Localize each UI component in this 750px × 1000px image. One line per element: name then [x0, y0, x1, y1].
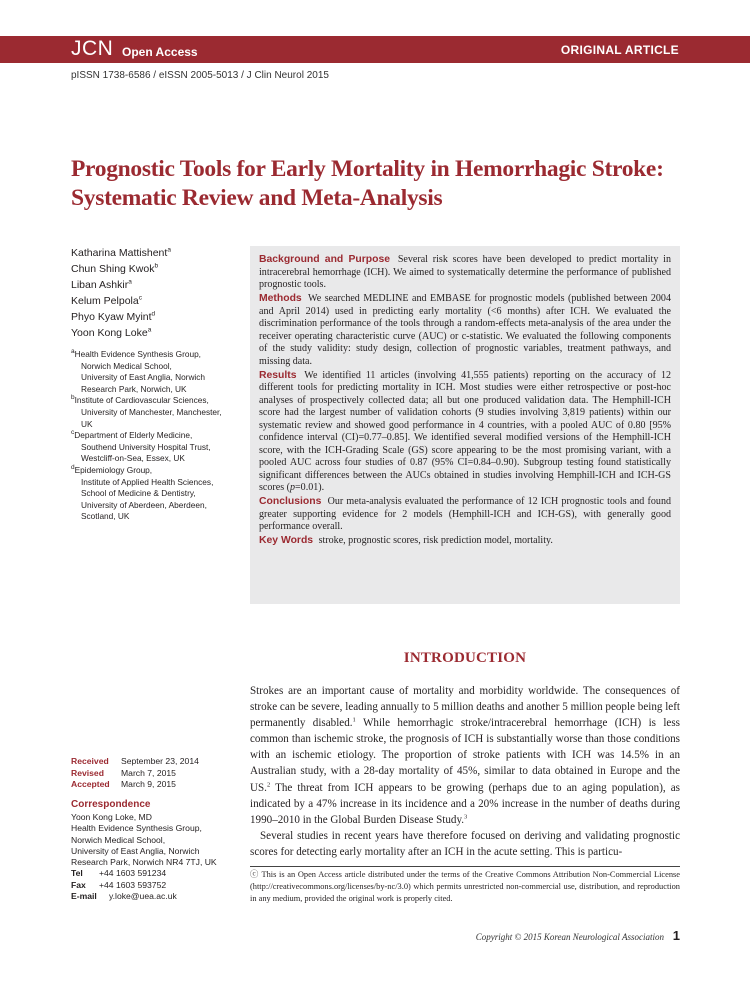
- history-label: Received: [71, 756, 109, 766]
- abstract-text-italic: p: [289, 482, 295, 493]
- license-notice: ⓒ This is an Open Access article distributed under the terms of the Creative Commons Attribution Non-Commercial License (http://creativecommons.org/licenses/by-nc/3.0) which permits unrestricted non-commercial use, distribution, and reproduction in any medium, provided the original work is properly cited.: [250, 870, 680, 903]
- correspondence-line: Norwich Medical School,: [71, 834, 166, 845]
- history-date: September 23, 2014: [121, 756, 199, 766]
- correspondence-line: Research Park, Norwich NR4 7TJ, UK: [71, 857, 217, 868]
- affiliation-mark: a: [71, 348, 75, 356]
- author: [71, 325, 241, 341]
- affiliation-line: Westcliff-on-Sea, Essex, UK: [81, 453, 185, 464]
- author-name: Phyo Kyaw Myint: [71, 311, 152, 323]
- author-affiliation-mark: a: [128, 278, 132, 286]
- author-name: Katharina Mattishent: [71, 247, 168, 259]
- contact-value: +44 1603 593752: [99, 879, 167, 890]
- affiliation-line: Epidemiology Group,: [74, 464, 153, 475]
- citation-mark: 1: [352, 716, 356, 724]
- correspondence-line: University of East Anglia, Norwich: [71, 845, 200, 856]
- contact-row: [71, 868, 246, 879]
- section-heading-introduction: INTRODUCTION: [403, 650, 527, 666]
- author: [71, 277, 241, 293]
- abstract-text: Several risk scores have been developed to predict mortality in intracerebral hemorrhage (ICH). We aimed to systematically determine the performance of published prognostic tools.: [259, 254, 671, 290]
- page-number: 1: [672, 928, 680, 943]
- affiliation-mark: b: [71, 394, 75, 402]
- abstract-text: We identified 11 articles (involving 41,555 patients) reporting on the accuracy of 12 different tools for predicting mortality in ICH. Most studies were either retrospective or post-hoc analyses of prospectively collected data; all but one produced validation data. The Hemphill-ICH score had the largest number of validation cohorts (9 studies involving 3,819 patients) within our systematic review and showed good performance in 4 countries, with a pooled AUC of 0.80 [95% confidence interval (CI)=0.77–0.85]. We identified several modified versions of the Hemphill-ICH score, with the ICH-Grading Scale (GS) score appearing to be the most promising variant, with a pooled AUC across four studies of 0.87 (95% CI=0.84–0.90). Subgroup testing found statistically significant differences between the AUCs obtained in studies involving Hemphill-ICH and ICH-GS scores (: [259, 369, 671, 493]
- contact-value: +44 1603 591234: [99, 868, 167, 879]
- affiliation-mark: d: [71, 464, 75, 472]
- abstract-heading: Conclusions: [259, 496, 322, 507]
- citation-mark: 3: [464, 813, 468, 821]
- affiliation-list: [71, 349, 251, 523]
- paragraph-text: The threat from ICH appears to be growing (perhaps due to an aging population), as indicated by a 47% increase in its incidence and a 20% increase in the number of deaths during 1990–2010 in the Global Burden Disease Study.: [250, 781, 680, 826]
- copyright-line: Copyright © 2015 Korean Neurological Association: [475, 932, 664, 942]
- affiliation-line: Health Evidence Synthesis Group,: [74, 349, 201, 359]
- title-line-1: Prognostic Tools for Early Mortality in Hemorrhagic Stroke:: [71, 156, 664, 182]
- article-title: [71, 155, 691, 213]
- affiliation-line: UK: [81, 418, 93, 429]
- affiliation-line: University of Manchester, Manchester,: [81, 406, 222, 417]
- history-date: March 9, 2015: [121, 779, 176, 789]
- history-row: [71, 756, 199, 768]
- open-access-label: Open Access: [122, 45, 198, 59]
- affiliation: [71, 395, 251, 430]
- author-affiliation-mark: b: [154, 262, 159, 270]
- paragraph: [250, 683, 680, 828]
- correspondence-line: Health Evidence Synthesis Group,: [71, 823, 202, 834]
- author: [71, 293, 241, 309]
- issn-line: pISSN 1738-6586 / eISSN 2005-5013 / J Clin Neurol 2015: [71, 70, 329, 81]
- affiliation: [71, 430, 251, 465]
- affiliation-line: Southend University Hospital Trust,: [81, 441, 211, 452]
- abstract-box: [250, 246, 680, 604]
- abstract-text: Our meta-analysis evaluated the performance of 12 ICH prognostic tools and found greater supporting evidence for 2 models (Hemphill-ICH and ICH-GS), with generally good performance overall.: [259, 496, 671, 532]
- contact-label: E-mail: [71, 891, 97, 902]
- abstract-heading: Background and Purpose: [259, 254, 391, 265]
- paragraph-text: While hemorrhagic stroke/intracerebral hemorrhage (ICH) is less common than ischemic stroke, the prognosis of ICH is substantially worse than those conditions with an ischemic etiology. The proportion of stroke patients with ICH was 14.5% in an Australian study, with a 28-day mortality of 45%, similar to data obtained in Europe and the US.: [250, 717, 680, 794]
- affiliation-line: University of Aberdeen, Aberdeen,: [81, 499, 207, 510]
- abstract-text: stroke, prognostic scores, risk prediction model, mortality.: [318, 535, 553, 546]
- license-divider: [250, 866, 680, 867]
- contact-label: Tel: [71, 868, 83, 879]
- affiliation: [71, 349, 251, 395]
- correspondence-block: [71, 812, 246, 902]
- journal-logo: JCN: [71, 37, 114, 60]
- title-line-2: Systematic Review and Meta-Analysis: [71, 185, 443, 211]
- affiliation-line: Norwich Medical School,: [81, 360, 172, 371]
- history-label: Accepted: [71, 779, 110, 789]
- abstract-keywords: [259, 535, 671, 548]
- abstract-heading: Methods: [259, 293, 302, 304]
- author: [71, 261, 241, 277]
- email-link[interactable]: y.loke@uea.ac.uk: [109, 891, 177, 902]
- history-row: [71, 768, 199, 780]
- abstract-text: We searched MEDLINE and EMBASE for prognostic models (published between 2004 and April 2014) used in predicting early mortality (<6 months) after ICH. We evaluated the discrimination performance of the tools through a random-effects meta-analysis of the area under the receiver operating characteristic curve (AUC) or c-statistic. We evaluated the following components of the study validity: study design, collection of prognostic variables, treatment pathways, and missing data.: [259, 293, 671, 367]
- correspondence-line: Yoon Kong Loke, MD: [71, 812, 152, 822]
- citation-mark: 2: [266, 780, 271, 788]
- author-list: [71, 245, 241, 341]
- affiliation-line: Scotland, UK: [81, 511, 130, 522]
- author-name: Yoon Kong Loke: [71, 327, 148, 339]
- affiliation-line: Department of Elderly Medicine,: [74, 430, 193, 441]
- history-date: March 7, 2015: [121, 767, 176, 778]
- affiliation-line: Institute of Cardiovascular Sciences,: [74, 395, 209, 406]
- author-name: Chun Shing Kwok: [71, 263, 155, 275]
- journal-header-bar: [0, 36, 750, 63]
- abstract-results: [259, 370, 671, 495]
- author: [71, 245, 241, 261]
- article-history: [71, 756, 199, 791]
- abstract-heading: Results: [259, 369, 297, 381]
- paragraph: Several studies in recent years have therefore focused on deriving and validating prognostic scores for detecting early mortality after an ICH in the acute setting. This is particu-: [250, 829, 680, 858]
- author-name: Kelum Pelpola: [71, 295, 139, 307]
- author: [71, 309, 241, 325]
- abstract-conclusions: [259, 496, 671, 534]
- author-name: Liban Ashkir: [71, 279, 129, 291]
- abstract-methods: [259, 293, 671, 368]
- contact-row: [71, 891, 246, 902]
- paragraph-text: Strokes are an important cause of mortality and morbidity worldwide. The consequences of stroke can be severe, leading annually to 5 million deaths and another 5 million people being left permanently disabled.: [250, 685, 680, 730]
- contact-row: [71, 880, 246, 891]
- introduction-body: [250, 683, 680, 860]
- affiliation-line: Research Park, Norwich, UK: [81, 383, 187, 394]
- author-affiliation-mark: a: [147, 326, 152, 334]
- correspondence-heading: Correspondence: [71, 799, 151, 810]
- author-affiliation-mark: a: [167, 246, 171, 254]
- article-type-label: ORIGINAL ARTICLE: [560, 43, 679, 57]
- history-row: [71, 779, 199, 791]
- contact-label: Fax: [71, 879, 86, 890]
- abstract-text: =0.01).: [295, 482, 325, 493]
- affiliation-line: Institute of Applied Health Sciences,: [81, 476, 214, 487]
- affiliation: [71, 465, 251, 523]
- author-affiliation-mark: c: [138, 294, 142, 302]
- author-affiliation-mark: d: [151, 310, 156, 318]
- affiliation-line: School of Medicine & Dentistry,: [81, 488, 196, 499]
- affiliation-line: University of East Anglia, Norwich: [81, 372, 206, 383]
- abstract-heading: Key Words: [259, 535, 314, 546]
- history-label: Revised: [71, 767, 104, 778]
- abstract-background: [259, 254, 671, 292]
- affiliation-mark: c: [71, 429, 75, 437]
